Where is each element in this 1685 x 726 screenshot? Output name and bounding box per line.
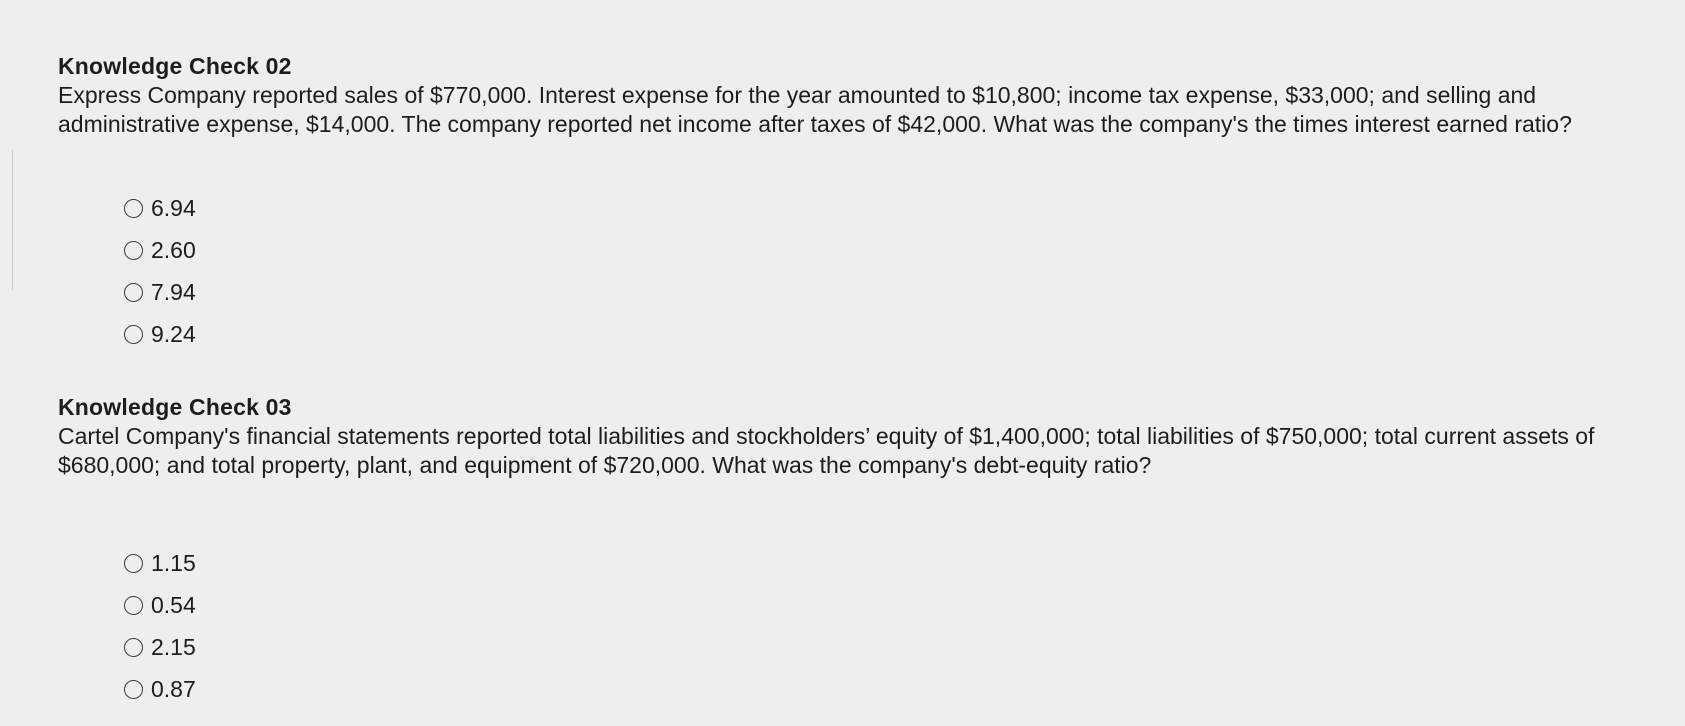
answer-option-label: 2.15 bbox=[151, 633, 196, 660]
radio-button-icon[interactable] bbox=[124, 325, 143, 344]
answer-option-label: 9.24 bbox=[151, 320, 196, 347]
radio-button-icon[interactable] bbox=[124, 638, 143, 657]
answer-option[interactable] bbox=[124, 271, 1684, 313]
quiz-page bbox=[58, 52, 1618, 710]
radio-button-icon[interactable] bbox=[124, 199, 143, 218]
answer-option[interactable] bbox=[124, 626, 1684, 668]
answer-option[interactable] bbox=[124, 584, 1684, 626]
radio-button-icon[interactable] bbox=[124, 680, 143, 699]
question-knowledge-check-02 bbox=[58, 52, 1618, 355]
answer-option-label: 0.54 bbox=[151, 591, 196, 618]
answer-option-label: 1.15 bbox=[151, 549, 196, 576]
answer-option[interactable] bbox=[124, 542, 1684, 584]
answer-option[interactable] bbox=[124, 229, 1684, 271]
question-knowledge-check-03 bbox=[58, 393, 1618, 710]
question-text: Cartel Company's financial statements reported total liabilities and stockholders’ equity of $1,400,000; total liabilities of $750,000; total current assets of $680,000; and total property, plant, and equipment of $720,000. What was the company's debt-equity ratio? bbox=[58, 423, 1595, 478]
radio-button-icon[interactable] bbox=[124, 241, 143, 260]
answer-option[interactable] bbox=[124, 187, 1684, 229]
answer-option[interactable] bbox=[124, 313, 1684, 355]
answer-options bbox=[124, 542, 1684, 710]
radio-button-icon[interactable] bbox=[124, 283, 143, 302]
radio-button-icon[interactable] bbox=[124, 554, 143, 573]
answer-option-label: 7.94 bbox=[151, 278, 196, 305]
question-title: Knowledge Check 02 bbox=[58, 53, 292, 79]
question-text: Express Company reported sales of $770,000. Interest expense for the year amounted to $10,800; income tax expense, $33,000; and selling and administrative expense, $14,000. The company reported net income after taxes of $42,000. What was the company's the times interest earned ratio? bbox=[58, 82, 1572, 137]
answer-option-label: 6.94 bbox=[151, 194, 196, 221]
answer-option-label: 0.87 bbox=[151, 675, 196, 702]
radio-button-icon[interactable] bbox=[124, 596, 143, 615]
question-title: Knowledge Check 03 bbox=[58, 394, 292, 420]
answer-option[interactable] bbox=[124, 668, 1684, 710]
page-edge-divider bbox=[0, 150, 13, 290]
answer-options bbox=[124, 187, 1684, 355]
answer-option-label: 2.60 bbox=[151, 236, 196, 263]
